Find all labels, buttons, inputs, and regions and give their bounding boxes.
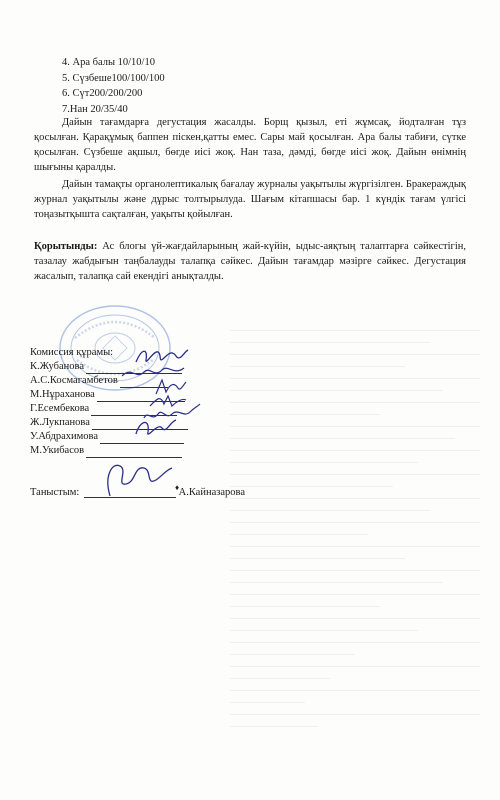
member-name: Г.Есембекова xyxy=(30,403,90,414)
receipt-row xyxy=(30,486,245,498)
menu-item: 5. Сүзбеше100/100/100 xyxy=(62,72,165,84)
conclusion-text: Ас блогы үй-жағдайларының жай-күйін, ыдыс-аяқтың талаптарға сәйкестігін, тазалау жабдығын таңбалауды талапқа сәйкес. Дайын тағамдар мәзірге сәйкес. Дегустация жасалып, талапқа сай екендігі анықталды. xyxy=(34,241,466,282)
tasting-paragraph: Дайын тағамдарға дегустация жасалды. Борщ қызыл, еті жұмсақ, йодталған тұз қосылған. Қарақұмық баппен піскен,қатты емес. Сары май қосылған. Ара балы табиғи, сүтке қосылған. Сүзбеше ақшыл, бөгде иісі жоқ. Нан таза, дәмді, бөгде иісі жоқ. Дайын өнімнің шығыны қаралды. xyxy=(34,117,466,173)
bleed-through-text xyxy=(230,330,480,750)
menu-item: 7.Нан 20/35/40 xyxy=(62,103,128,115)
journal-paragraph: Дайын тамақты органолептикалық бағалау журналы уақытылы жүргізілген. Бракераждық журнал уақытылы және дұрыс толтырылуда. Шағым кітапшасы бар. 1 күндік тағам үлгісі тоңазытқышта сақталған, уақыты қойылған. xyxy=(34,179,466,220)
receipt-name: А.Кайназарова xyxy=(178,487,246,498)
member-name: А.С.Космагамбетов xyxy=(30,375,118,386)
conclusion-label: Қорытынды: xyxy=(34,241,98,252)
member-name: Ж.Лукпанова xyxy=(30,417,90,428)
conclusion-paragraph xyxy=(34,239,466,284)
menu-item: 6. Сүт200/200/200 xyxy=(62,88,143,99)
member-name: К.Жубанова xyxy=(30,361,84,372)
member-name: М.Нұраханова xyxy=(30,389,95,400)
signature-line xyxy=(84,486,176,498)
member-name: У.Абдрахимова xyxy=(30,431,98,442)
mark-icon: ♦ xyxy=(175,483,180,492)
signature-icon xyxy=(130,414,180,444)
commission-title: Комиссия құрамы: xyxy=(30,347,114,358)
menu-item: 4. Ара балы 10/10/10 xyxy=(62,57,155,68)
member-name: М.Укибасов xyxy=(30,445,85,456)
menu-list xyxy=(62,55,165,117)
receipt-label: Таныстым: xyxy=(30,487,80,498)
